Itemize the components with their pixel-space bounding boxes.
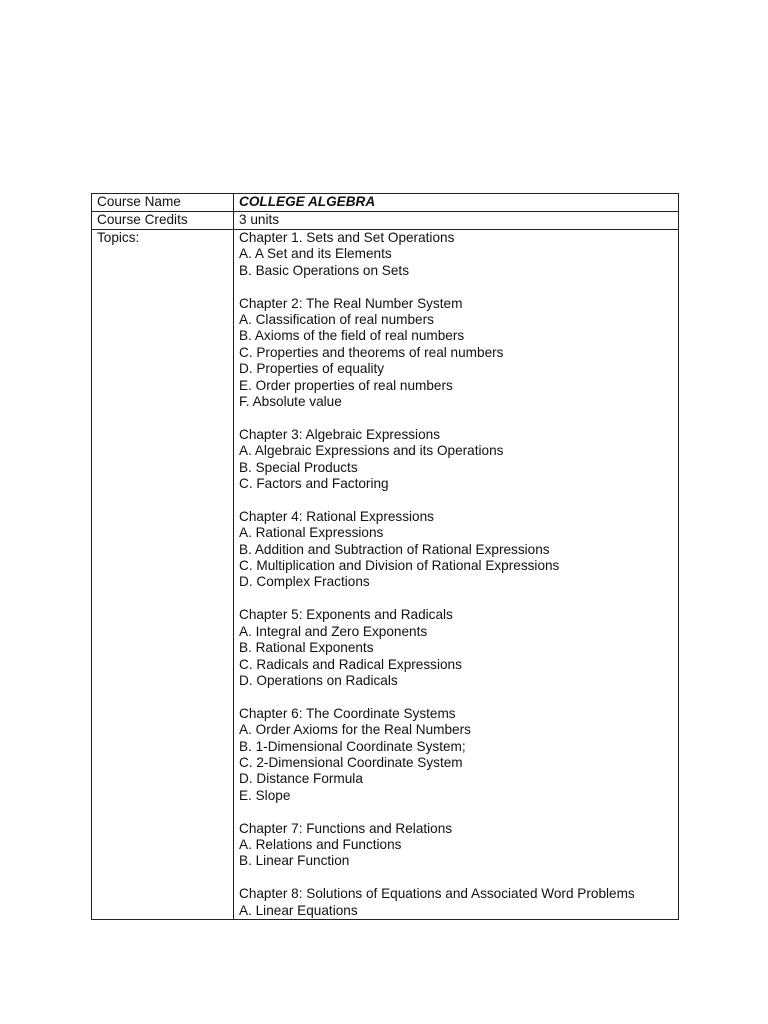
chapter-block — [239, 706, 678, 804]
topic-item: B. Rational Exponents — [239, 640, 374, 656]
chapter-block — [239, 230, 678, 279]
topic-item: A. Integral and Zero Exponents — [239, 623, 428, 639]
chapter-block — [239, 886, 678, 919]
course-name-value: COLLEGE ALGEBRA — [234, 194, 679, 212]
topic-item: B. Addition and Subtraction of Rational Expressions — [239, 541, 550, 557]
topic-item: A. A Set and its Elements — [239, 246, 392, 262]
topic-item: B. Basic Operations on Sets — [239, 262, 410, 278]
topic-item: A. Rational Expressions — [239, 525, 384, 541]
topic-item: B. Axioms of the field of real numbers — [239, 328, 465, 344]
topic-item: A. Classification of real numbers — [239, 312, 434, 328]
course-credits-label: Course Credits — [92, 212, 234, 230]
chapter-block — [239, 821, 678, 870]
topic-item: F. Absolute value — [239, 394, 342, 410]
chapter-title: Chapter 4: Rational Expressions — [239, 508, 434, 524]
chapter-block — [239, 509, 678, 591]
topic-item: B. Special Products — [239, 459, 358, 475]
chapter-block — [239, 427, 678, 493]
topics-label: Topics: — [92, 230, 234, 920]
chapter-title: Chapter 3: Algebraic Expressions — [239, 426, 440, 442]
topics-row — [92, 230, 679, 920]
chapter-title: Chapter 7: Functions and Relations — [239, 820, 453, 836]
topic-item: D. Operations on Radicals — [239, 672, 398, 688]
topics-list — [234, 230, 679, 920]
course-credits-value: 3 units — [234, 212, 679, 230]
chapter-title: Chapter 6: The Coordinate Systems — [239, 705, 456, 721]
chapter-title: Chapter 1. Sets and Set Operations — [239, 230, 455, 245]
course-name-label: Course Name — [92, 194, 234, 212]
chapter-title: Chapter 5: Exponents and Radicals — [239, 607, 453, 623]
course-credits-row — [92, 212, 679, 230]
topic-item: E. Order properties of real numbers — [239, 377, 453, 393]
topic-item: B. Linear Function — [239, 853, 350, 869]
chapter-block — [239, 607, 678, 689]
topic-item: D. Distance Formula — [239, 771, 363, 787]
course-table — [91, 193, 679, 920]
topic-item: A. Relations and Functions — [239, 836, 402, 852]
chapter-title: Chapter 2: The Real Number System — [239, 295, 463, 311]
topic-item: A. Algebraic Expressions and its Operations — [239, 443, 504, 459]
topic-item: E. Slope — [239, 787, 291, 803]
topic-item: A. Linear Equations — [239, 902, 358, 918]
chapter-block — [239, 296, 678, 411]
topic-item: C. Properties and theorems of real numbers — [239, 344, 504, 360]
topic-item: A. Order Axioms for the Real Numbers — [239, 722, 471, 738]
course-name-row — [92, 194, 679, 212]
topic-item: C. Multiplication and Division of Rational Expressions — [239, 558, 560, 574]
chapter-title: Chapter 8: Solutions of Equations and Associated Word Problems — [239, 886, 635, 902]
topic-item: C. Radicals and Radical Expressions — [239, 656, 462, 672]
topic-item: C. 2-Dimensional Coordinate System — [239, 754, 463, 770]
topic-item: C. Factors and Factoring — [239, 476, 389, 492]
topic-item: D. Properties of equality — [239, 361, 385, 377]
topic-item: B. 1-Dimensional Coordinate System; — [239, 738, 466, 754]
topic-item: D. Complex Fractions — [239, 574, 370, 590]
